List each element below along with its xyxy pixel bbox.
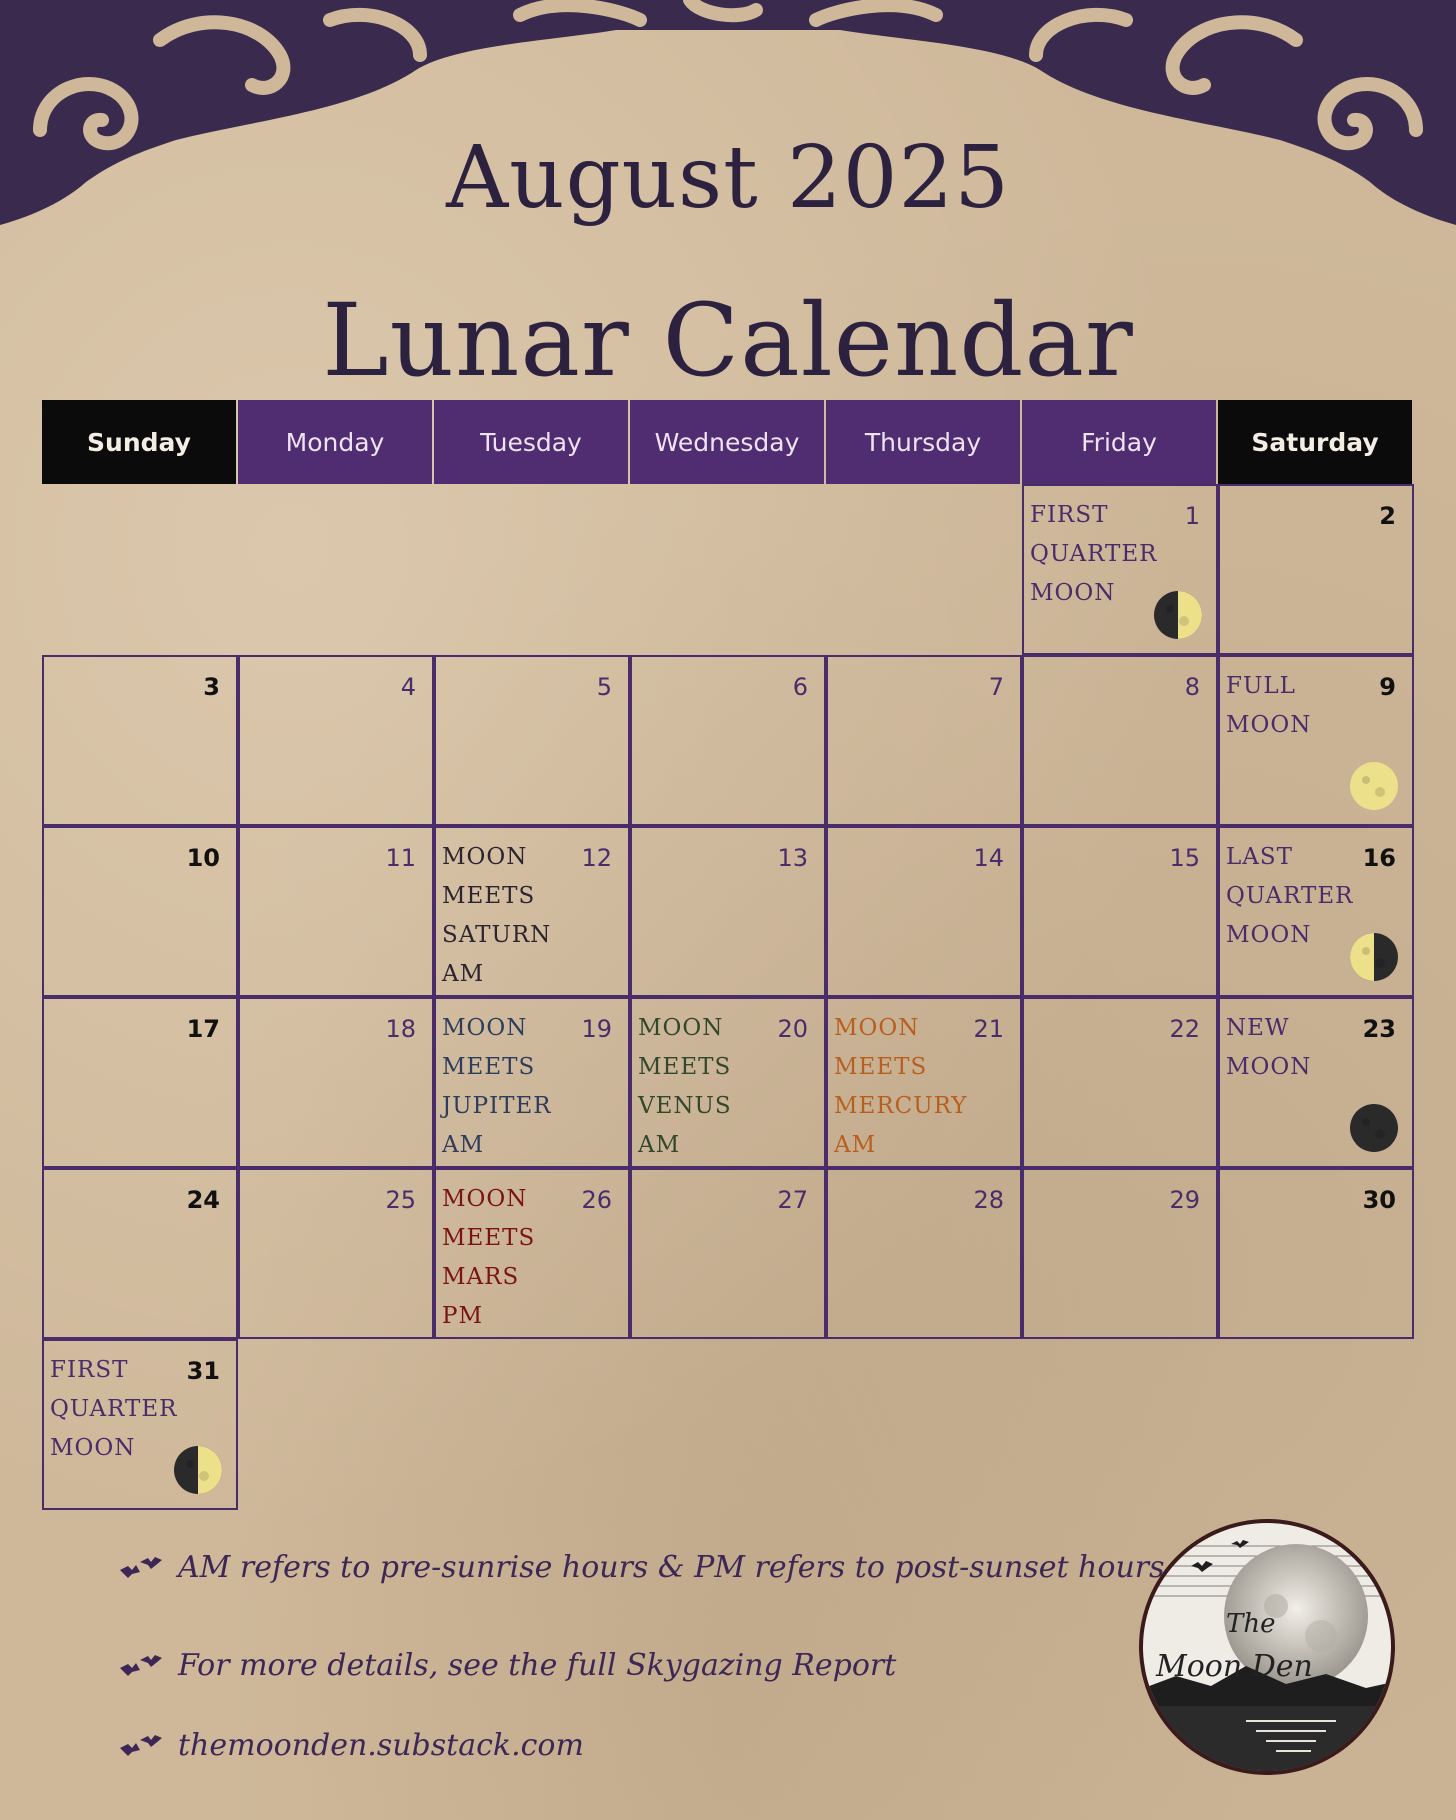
bats-icon — [118, 1650, 164, 1680]
day-cell-3[interactable] — [42, 655, 238, 826]
day-cell-29[interactable] — [1022, 1168, 1218, 1339]
day-event-line: QUARTER — [1226, 883, 1354, 909]
day-event-line: SATURN — [442, 922, 552, 948]
day-number: 12 — [581, 844, 612, 872]
day-cell-26[interactable] — [434, 1168, 630, 1339]
day-number: 25 — [385, 1186, 416, 1214]
day-event — [638, 1009, 788, 1165]
moon-den-logo — [1136, 1516, 1398, 1778]
day-event-line: MOON — [442, 1015, 528, 1041]
day-event-line: FIRST — [50, 1357, 129, 1383]
day-number: 26 — [581, 1186, 612, 1214]
day-number: 29 — [1169, 1186, 1200, 1214]
day-cell-13[interactable] — [630, 826, 826, 997]
weekday-header-tuesday: Tuesday — [434, 400, 628, 484]
day-cell-21[interactable] — [826, 997, 1022, 1168]
day-cell-14[interactable] — [826, 826, 1022, 997]
day-cell-7[interactable] — [826, 655, 1022, 826]
day-cell-25[interactable] — [238, 1168, 434, 1339]
day-event-line: MOON — [442, 844, 528, 870]
day-number: 2 — [1379, 502, 1396, 530]
day-cell-22[interactable] — [1022, 997, 1218, 1168]
day-event-line: MEETS — [442, 1054, 536, 1080]
day-cell-20[interactable] — [630, 997, 826, 1168]
day-event — [1226, 1009, 1376, 1087]
day-number: 28 — [973, 1186, 1004, 1214]
day-event-line: JUPITER — [442, 1093, 552, 1119]
day-cell-2[interactable] — [1218, 484, 1414, 655]
weekday-header-thursday: Thursday — [826, 400, 1020, 484]
day-number: 17 — [186, 1015, 220, 1043]
moon-phase-first-quarter-icon — [172, 1444, 224, 1496]
day-number: 19 — [581, 1015, 612, 1043]
day-event-line: AM — [442, 961, 485, 987]
day-event — [442, 838, 592, 994]
day-cell-9[interactable] — [1218, 655, 1414, 826]
day-number: 30 — [1362, 1186, 1396, 1214]
title-lunar-calendar: Lunar Calendar — [322, 282, 1134, 399]
day-number: 23 — [1362, 1015, 1396, 1043]
moon-phase-full-icon — [1348, 760, 1400, 812]
day-number: 20 — [777, 1015, 808, 1043]
day-number: 6 — [792, 673, 808, 701]
footnote-details — [118, 1643, 1018, 1687]
day-number: 9 — [1379, 673, 1396, 701]
day-cell-24[interactable] — [42, 1168, 238, 1339]
footnote-website — [118, 1723, 1018, 1767]
day-event-line: MOON — [50, 1435, 136, 1461]
day-number: 11 — [385, 844, 416, 872]
day-cell-1[interactable] — [1022, 484, 1218, 655]
day-event-line: MOON — [1226, 922, 1312, 948]
day-cell-27[interactable] — [630, 1168, 826, 1339]
day-number: 15 — [1169, 844, 1200, 872]
bats-icon — [118, 1552, 164, 1582]
day-event-line: AM — [834, 1132, 877, 1158]
day-event-line: MOON — [442, 1186, 528, 1212]
day-cell-31[interactable] — [42, 1339, 238, 1510]
day-event-line: MEETS — [442, 1225, 536, 1251]
day-cell-16[interactable] — [1218, 826, 1414, 997]
day-event — [1226, 667, 1376, 745]
day-cell-5[interactable] — [434, 655, 630, 826]
day-event-line: MARS — [442, 1264, 520, 1290]
day-cell-10[interactable] — [42, 826, 238, 997]
day-event-line: QUARTER — [50, 1396, 178, 1422]
day-event-line: PM — [442, 1303, 484, 1329]
day-event-line: LAST — [1226, 844, 1293, 870]
day-event — [442, 1009, 592, 1165]
day-cell-17[interactable] — [42, 997, 238, 1168]
day-cell-18[interactable] — [238, 997, 434, 1168]
day-cell-28[interactable] — [826, 1168, 1022, 1339]
day-event-line: QUARTER — [1030, 541, 1158, 567]
day-number: 24 — [186, 1186, 220, 1214]
day-event-line: MOON — [1030, 580, 1116, 606]
footnote-am-pm — [118, 1545, 1165, 1589]
day-event-line: MERCURY — [834, 1093, 968, 1119]
day-number: 13 — [777, 844, 808, 872]
moon-phase-last-quarter-icon — [1348, 931, 1400, 983]
day-cell-23[interactable] — [1218, 997, 1414, 1168]
moon-phase-new-icon — [1348, 1102, 1400, 1154]
day-event — [442, 1180, 592, 1336]
weekday-header-sunday: Sunday — [42, 400, 236, 484]
weekday-header-wednesday: Wednesday — [630, 400, 824, 484]
day-event-line: MEETS — [638, 1054, 732, 1080]
day-number: 18 — [385, 1015, 416, 1043]
weekday-header-friday: Friday — [1022, 400, 1216, 484]
day-number: 31 — [186, 1357, 220, 1385]
footnote-website-text[interactable]: themoonden.substack.com — [178, 1727, 584, 1763]
day-event-line: MOON — [834, 1015, 920, 1041]
day-event — [834, 1009, 984, 1165]
day-number: 3 — [203, 673, 220, 701]
day-cell-15[interactable] — [1022, 826, 1218, 997]
day-event-line: VENUS — [638, 1093, 732, 1119]
day-event-line: AM — [442, 1132, 485, 1158]
day-event-line: NEW — [1226, 1015, 1290, 1041]
day-cell-19[interactable] — [434, 997, 630, 1168]
footnote-am-pm-text: AM refers to pre-sunrise hours & PM refers to post-sunset hours — [178, 1549, 1165, 1585]
day-number: 14 — [973, 844, 1004, 872]
weekday-header-saturday: Saturday — [1218, 400, 1412, 484]
day-event-line: FIRST — [1030, 502, 1109, 528]
logo-text-the: The — [1226, 1609, 1276, 1639]
day-event-line: FULL — [1226, 673, 1296, 699]
day-cell-30[interactable] — [1218, 1168, 1414, 1339]
weekday-header-monday: Monday — [238, 400, 432, 484]
moon-phase-first-quarter-icon — [1152, 589, 1204, 641]
day-number: 27 — [777, 1186, 808, 1214]
day-event-line: MOON — [1226, 712, 1312, 738]
day-cell-8[interactable] — [1022, 655, 1218, 826]
day-cell-4[interactable] — [238, 655, 434, 826]
day-cell-12[interactable] — [434, 826, 630, 997]
day-number: 8 — [1184, 673, 1200, 701]
day-number: 21 — [973, 1015, 1004, 1043]
day-cell-6[interactable] — [630, 655, 826, 826]
day-event-line: MOON — [1226, 1054, 1312, 1080]
day-number: 1 — [1184, 502, 1200, 530]
day-number: 10 — [186, 844, 220, 872]
day-event-line: MEETS — [834, 1054, 928, 1080]
day-cell-11[interactable] — [238, 826, 434, 997]
title-month-year: August 2025 — [446, 128, 1010, 228]
day-number: 16 — [1362, 844, 1396, 872]
day-event-line: MEETS — [442, 883, 536, 909]
bats-icon — [118, 1730, 164, 1760]
footnote-details-text: For more details, see the full Skygazing Report — [178, 1647, 897, 1683]
day-number: 4 — [400, 673, 416, 701]
day-number: 22 — [1169, 1015, 1200, 1043]
day-event-line: MOON — [638, 1015, 724, 1041]
weekday-header-row — [42, 400, 1416, 484]
logo-text-moon-den: Moon Den — [1156, 1649, 1313, 1684]
day-number: 5 — [596, 673, 612, 701]
day-number: 7 — [988, 673, 1004, 701]
day-event-line: AM — [638, 1132, 681, 1158]
